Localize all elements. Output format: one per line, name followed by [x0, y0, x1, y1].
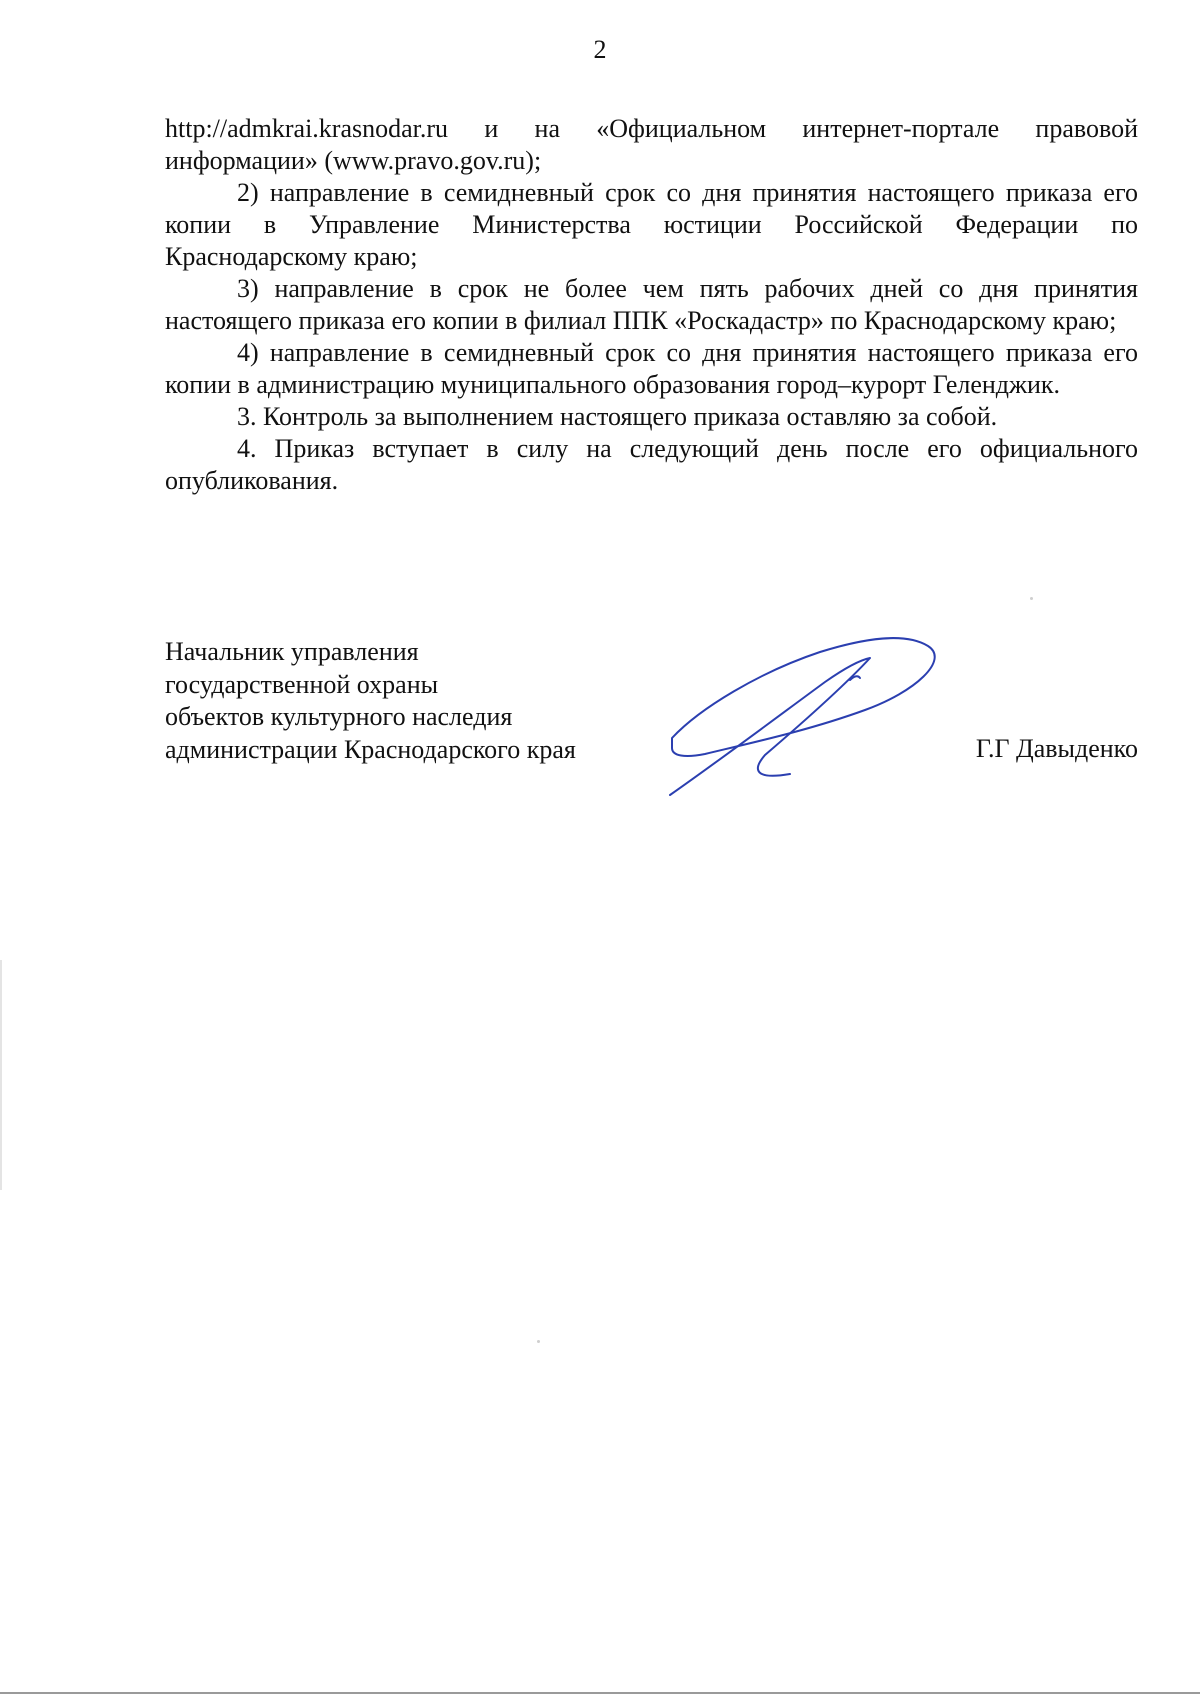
- scan-edge-shadow: [0, 960, 2, 1190]
- paragraph-url-continuation: http://admkrai.krasnodar.ru и на «Официальном интернет-портале правовой информации» (www.pravo.gov.ru);: [165, 114, 1138, 175]
- paragraph-clause-3: 3. Контроль за выполнением настоящего приказа оставляю за собой.: [237, 402, 998, 431]
- position-line: государственной охраны: [165, 669, 439, 699]
- document-body: [165, 113, 1138, 497]
- paragraph-item-3: 3) направление в срок не более чем пять рабочих дней со дня принятия настоящего приказа его копии в филиал ППК «Роскадастр» по Краснодарскому краю;: [165, 274, 1138, 335]
- paragraph-item-4: 4) направление в семидневный срок со дня принятия настоящего приказа его копии в администрацию муниципального образования город–курорт Геленджик.: [165, 338, 1138, 399]
- scan-speck: [537, 1340, 540, 1343]
- page-number: 2: [593, 35, 607, 64]
- signer-name: Г.Г Давыденко: [975, 734, 1138, 763]
- scan-speck: [1030, 597, 1033, 600]
- paragraph-item-2: 2) направление в семидневный срок со дня принятия настоящего приказа его копии в Управление Министерства юстиции Российской Федерации по Краснодарскому краю;: [165, 178, 1138, 271]
- signer-position: [165, 636, 576, 766]
- position-line: объектов культурного наследия: [165, 702, 513, 731]
- position-line: администрации Краснодарского края: [165, 734, 576, 764]
- handwritten-signature: [660, 630, 960, 805]
- page-bottom-edge: [0, 1692, 1200, 1694]
- position-line: Начальник управления: [165, 637, 419, 666]
- paragraph-clause-4: 4. Приказ вступает в силу на следующий день после его официального опубликования.: [165, 434, 1138, 495]
